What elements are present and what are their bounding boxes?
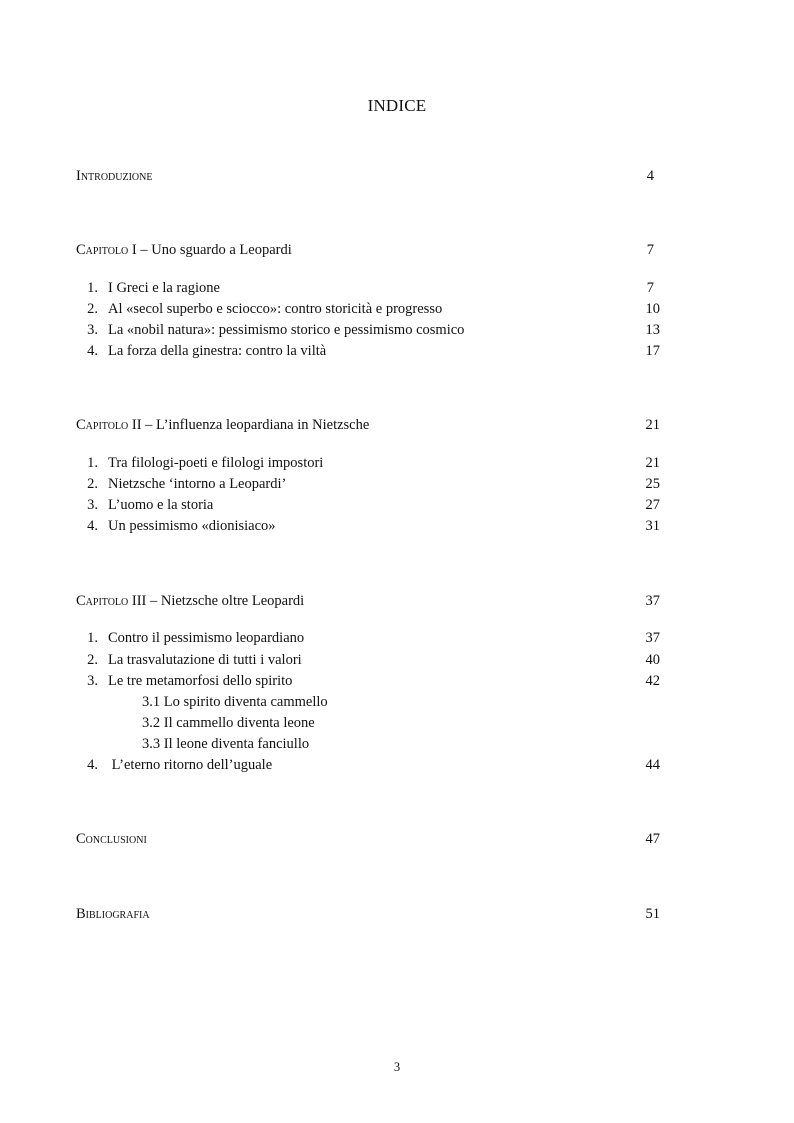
toc-subitem-3-3-3[interactable]: 3.3 Il leone diventa fanciullo bbox=[142, 736, 310, 752]
toc-page-number: 7 bbox=[646, 242, 654, 258]
toc-page-number: 37 bbox=[645, 593, 660, 609]
toc-page-number: 17 bbox=[645, 343, 660, 359]
toc-page-number: 47 bbox=[645, 831, 660, 847]
toc-entry-conclusioni[interactable] bbox=[76, 829, 666, 849]
toc-item-2-4[interactable] bbox=[76, 516, 666, 536]
toc-entry-label: Bibliografia bbox=[76, 906, 150, 922]
item-number: 4. bbox=[87, 343, 98, 359]
toc-entry-label: Introduzione bbox=[76, 168, 153, 184]
toc-page-number: 27 bbox=[645, 497, 660, 513]
item-text: Un pessimismo «dionisiaco» bbox=[108, 518, 276, 534]
toc-page-number: 10 bbox=[645, 301, 660, 317]
item-text: L’eterno ritorno dell’uguale bbox=[108, 757, 273, 773]
chapter-title: – Uno sguardo a Leopardi bbox=[136, 242, 292, 258]
toc-item-2-3[interactable] bbox=[76, 495, 666, 515]
toc-item-1-4[interactable] bbox=[76, 341, 666, 361]
toc-item-2-2[interactable] bbox=[76, 474, 666, 494]
item-text: Le tre metamorfosi dello spirito bbox=[108, 673, 293, 689]
toc-page-number: 13 bbox=[645, 322, 660, 338]
page-title: INDICE bbox=[367, 96, 427, 115]
toc-subitem-3-3-1[interactable]: 3.1 Lo spirito diventa cammello bbox=[142, 694, 328, 710]
chapter-title: – L’influenza leopardiana in Nietzsche bbox=[141, 417, 370, 433]
toc-entry-introduzione[interactable] bbox=[76, 166, 666, 186]
toc-item-2-1[interactable] bbox=[76, 453, 666, 473]
toc-page-number: 37 bbox=[645, 630, 660, 646]
item-number: 2. bbox=[87, 476, 98, 492]
item-text: Al «secol superbo e sciocco»: contro storicità e progresso bbox=[108, 301, 443, 317]
item-number: 4. bbox=[87, 518, 98, 534]
toc-item-1-2[interactable] bbox=[76, 299, 666, 319]
chapter-label: Capitolo III bbox=[76, 593, 147, 609]
item-number: 1. bbox=[87, 630, 98, 646]
chapter-label: Capitolo I bbox=[76, 242, 137, 258]
chapter-title: – Nietzsche oltre Leopardi bbox=[146, 593, 305, 609]
toc-entry-capitolo-3[interactable] bbox=[76, 591, 666, 611]
toc-page-number: 25 bbox=[645, 476, 660, 492]
toc-page-number: 42 bbox=[645, 673, 660, 689]
toc-page-number: 7 bbox=[646, 280, 654, 296]
toc-page-number: 40 bbox=[645, 652, 660, 668]
item-text: La trasvalutazione di tutti i valori bbox=[108, 652, 302, 668]
toc-page-number: 51 bbox=[645, 906, 660, 922]
toc-page-number: 31 bbox=[645, 518, 660, 534]
item-number: 3. bbox=[87, 322, 98, 338]
toc-item-3-2[interactable] bbox=[76, 650, 666, 670]
item-number: 2. bbox=[87, 652, 98, 668]
toc-item-1-1[interactable] bbox=[76, 278, 666, 298]
item-text: La «nobil natura»: pessimismo storico e pessimismo cosmico bbox=[108, 322, 465, 338]
toc-page-number: 21 bbox=[645, 455, 660, 471]
chapter-label: Capitolo II bbox=[76, 417, 142, 433]
item-text: L’uomo e la storia bbox=[108, 497, 214, 513]
toc-item-1-3[interactable] bbox=[76, 320, 666, 340]
item-number: 3. bbox=[87, 497, 98, 513]
item-number: 4. bbox=[87, 757, 98, 773]
item-text: Tra filologi-poeti e filologi impostori bbox=[108, 455, 324, 471]
item-text: I Greci e la ragione bbox=[108, 280, 220, 296]
toc-page-number: 44 bbox=[645, 757, 660, 773]
toc-entry-capitolo-1[interactable] bbox=[76, 240, 666, 260]
item-text: Nietzsche ‘intorno a Leopardi’ bbox=[108, 476, 287, 492]
item-text: Contro il pessimismo leopardiano bbox=[108, 630, 305, 646]
item-number: 2. bbox=[87, 301, 98, 317]
toc-item-3-4[interactable] bbox=[76, 755, 666, 775]
item-number: 1. bbox=[87, 280, 98, 296]
item-text: La forza della ginestra: contro la viltà bbox=[108, 343, 327, 359]
toc-item-3-1[interactable] bbox=[76, 628, 666, 648]
toc-subitem-3-3-2[interactable]: 3.2 Il cammello diventa leone bbox=[142, 715, 315, 731]
toc-page-number: 4 bbox=[646, 168, 654, 184]
toc-item-3-3[interactable] bbox=[76, 671, 666, 691]
toc-entry-capitolo-2[interactable] bbox=[76, 415, 666, 435]
toc-page-number: 21 bbox=[645, 417, 660, 433]
toc-entry-label: Conclusioni bbox=[76, 831, 147, 847]
toc-entry-bibliografia[interactable] bbox=[76, 904, 666, 924]
page-number-footer: 3 bbox=[393, 1060, 401, 1074]
item-number: 1. bbox=[87, 455, 98, 471]
item-number: 3. bbox=[87, 673, 98, 689]
